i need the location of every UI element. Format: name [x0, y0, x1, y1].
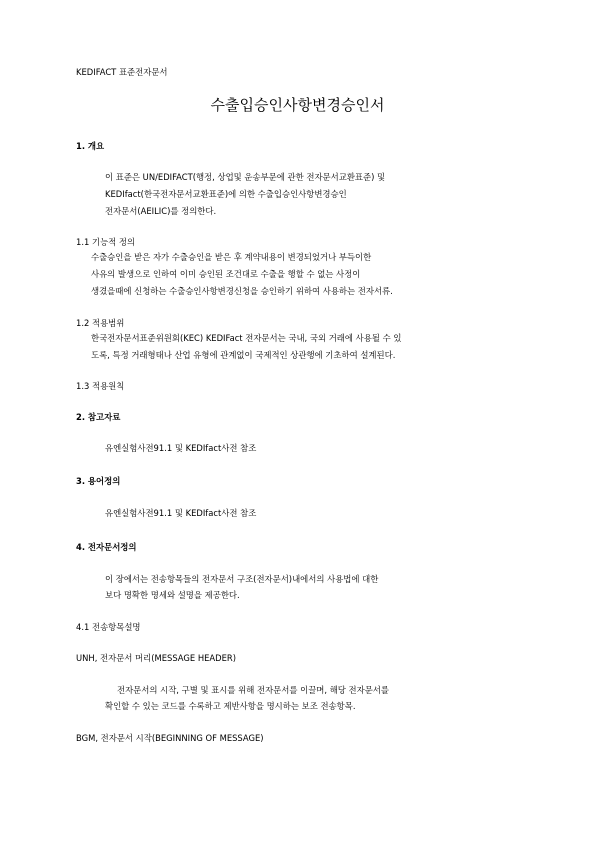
unh-heading: UNH, 전자문서 머리(MESSAGE HEADER)	[76, 653, 236, 663]
section-1-1-line: 사유의 발생으로 인하여 이미 승인된 조건대로 수출을 행할 수 없는 사정이	[91, 269, 361, 279]
section-4-1-heading: 4.1 전송항목설명	[76, 622, 141, 632]
section-1-line: 전자문서(AEILIC)를 정의한다.	[105, 206, 217, 216]
section-1-3-heading: 1.3 적용원칙	[76, 381, 125, 391]
section-3-heading: 3. 용어정의	[76, 476, 121, 486]
section-1-1-heading: 1.1 기능적 정의	[76, 237, 136, 247]
document-header: KEDIFACT 표준전자문서	[76, 67, 168, 77]
section-1-2-line: 한국전자문서표준위원회(KEC) KEDIFact 전자문서는 국내, 국외 거래에 사용될 수 있	[91, 333, 402, 343]
bgm-heading: BGM, 전자문서 시작(BEGINNING OF MESSAGE)	[76, 733, 264, 743]
document-title: 수출입승인사항변경승인서	[210, 96, 385, 114]
section-2-line: 유엔실험사전91.1 및 KEDIfact사전 참조	[105, 443, 257, 453]
section-4-line: 보다 명확한 명세와 설명을 제공한다.	[105, 590, 240, 600]
section-4-heading: 4. 전자문서정의	[76, 542, 137, 552]
section-1-line: KEDIfact(한국전자문서교환표준)에 의한 수출입승인사항변경승인	[105, 189, 347, 199]
section-1-2-line: 도록, 특정 거래형태나 산업 유형에 관계없이 국제적인 상관행에 기초하여 설계된다.	[91, 350, 396, 360]
section-1-1-line: 수출승인을 받은 자가 수출승인을 받은 후 계약내용이 변경되었거나 부득이한	[91, 252, 372, 262]
unh-line: 전자문서의 시작, 구별 및 표시를 위해 전자문서를 이끌며, 해당 전자문서를	[117, 685, 389, 695]
section-1-2-heading: 1.2 적용범위	[76, 318, 125, 328]
section-4-line: 이 장에서는 전송항목들의 전자문서 구조(전자문서)내에서의 사용법에 대한	[105, 574, 379, 584]
unh-line: 확인할 수 있는 코드를 수록하고 제반사항을 명시하는 보조 전송항목.	[105, 701, 356, 711]
section-2-heading: 2. 참고자료	[76, 412, 121, 422]
section-3-line: 유엔실험사전91.1 및 KEDIfact사전 참조	[105, 508, 257, 518]
section-1-1-line: 생겼을때에 신청하는 수출승인사항변경신청을 승인하기 위하여 사용하는 전자서류.	[91, 286, 393, 296]
section-1-heading: 1. 개요	[76, 141, 105, 151]
section-1-line: 이 표준은 UN/EDIFACT(행정, 상업및 운송부문에 관한 전자문서교환표준) 및	[105, 172, 386, 182]
